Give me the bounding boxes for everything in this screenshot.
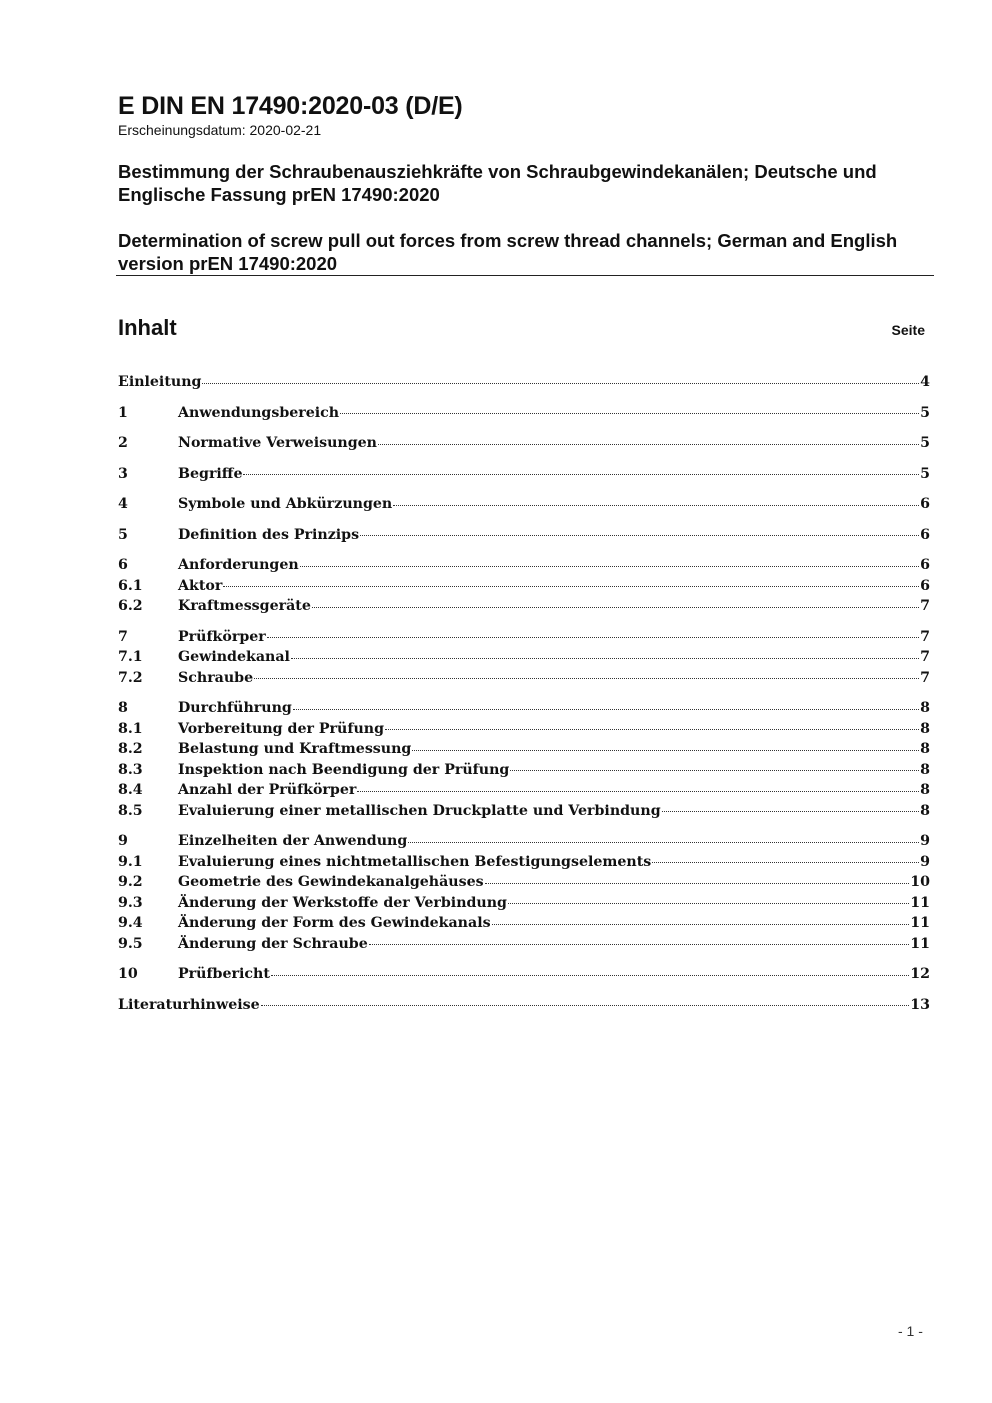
toc-entry-title: Prüfbericht <box>178 966 270 982</box>
toc-entry-title: Anzahl der Prüfkörper <box>178 782 357 798</box>
toc-entry-page: 8 <box>920 700 930 716</box>
toc-entry-number: 1 <box>118 404 128 421</box>
toc-entry-number: 9.2 <box>118 874 143 890</box>
toc-entry-title: Aktor <box>178 577 223 594</box>
toc-leader-dots <box>271 975 909 976</box>
toc-entry-4[interactable] <box>118 494 930 515</box>
toc-entry-number: 9.1 <box>118 853 143 870</box>
toc-leader-dots <box>243 474 919 475</box>
toc-entry-7-1[interactable] <box>118 647 930 668</box>
toc-page-column-label: Seite <box>891 322 925 338</box>
toc-entry-title: Evaluierung eines nichtmetallischen Befestigungselements <box>178 853 652 870</box>
publication-date: Erscheinungsdatum: 2020-02-21 <box>118 122 322 138</box>
toc-entry-title: Begriffe <box>178 465 243 482</box>
toc-entry-number: 4 <box>118 496 128 512</box>
toc-entry-5[interactable] <box>118 525 930 546</box>
toc-entry-10[interactable] <box>118 964 930 985</box>
toc-entry-page: 10 <box>910 874 930 890</box>
toc-entry-9-1[interactable] <box>118 852 930 873</box>
toc-entry-page: 7 <box>920 649 930 665</box>
toc-entry-3[interactable] <box>118 464 930 485</box>
toc-entry-page: 8 <box>920 761 930 778</box>
toc-entry-number: 7.2 <box>118 669 143 686</box>
toc-leader-dots <box>662 811 920 812</box>
toc-leader-dots <box>378 444 919 445</box>
toc-entry-number: 9.5 <box>118 935 143 952</box>
toc-entry-title: Evaluierung einer metallischen Druckplatte und Verbindung <box>178 802 661 819</box>
toc-entry-1[interactable] <box>118 403 930 424</box>
toc-leader-dots <box>510 770 919 771</box>
toc-entry-9-5[interactable] <box>118 934 930 955</box>
toc-entry-6-2[interactable] <box>118 596 930 617</box>
toc-entry-title: Änderung der Werkstoffe der Verbindung <box>178 894 507 911</box>
toc-entry-8-3[interactable] <box>118 760 930 781</box>
toc-entry-number: 10 <box>118 966 138 982</box>
toc-leader-dots <box>485 883 910 884</box>
toc-leader-dots <box>267 637 919 638</box>
toc-entry-number: 8 <box>118 700 128 716</box>
toc-entry-title: Normative Verweisungen <box>178 435 377 451</box>
toc-entry-page: 5 <box>920 435 930 451</box>
toc-entry-page: 13 <box>910 996 930 1013</box>
toc-entry-title: Literaturhinweise <box>118 996 260 1013</box>
toc-leader-dots <box>369 944 910 945</box>
document-title: E DIN EN 17490:2020-03 (D/E) <box>118 92 463 120</box>
toc-entry-page: 5 <box>920 465 930 482</box>
toc-entry-title: Inspektion nach Beendigung der Prüfung <box>178 761 510 778</box>
toc-entry-8-4[interactable] <box>118 780 930 801</box>
toc-entry-title: Gewindekanal <box>178 649 290 665</box>
page-number: - 1 - <box>898 1323 923 1339</box>
toc-leader-dots <box>393 505 919 506</box>
toc-entry-9-3[interactable] <box>118 893 930 914</box>
toc-entry-number: 7.1 <box>118 649 143 665</box>
toc-entry-title: Symbole und Abkürzungen <box>178 496 393 512</box>
toc-entry-title: Anwendungsbereich <box>178 404 340 421</box>
toc-entry-page: 6 <box>920 577 930 594</box>
toc-leader-dots <box>293 709 919 710</box>
toc-entry-number: 7 <box>118 628 128 645</box>
toc-entry-title: Anforderungen <box>178 557 299 573</box>
toc-entry-8-5[interactable] <box>118 801 930 822</box>
toc-entry-page: 6 <box>920 557 930 573</box>
toc-entry-page: 8 <box>920 802 930 819</box>
toc-leader-dots <box>261 1005 910 1006</box>
toc-entry-page: 7 <box>920 628 930 645</box>
toc-entry-page: 12 <box>910 966 930 982</box>
toc-entry-page: 4 <box>920 374 930 390</box>
toc-entry-number: 6.2 <box>118 598 143 614</box>
toc-entry-number: 8.4 <box>118 782 143 798</box>
toc-entry-title: Kraftmessgeräte <box>178 598 311 614</box>
toc-leader-dots <box>357 791 919 792</box>
toc-entry-page: 8 <box>920 720 930 737</box>
toc-entry-6[interactable] <box>118 555 930 576</box>
toc-leader-dots <box>412 750 919 751</box>
toc-entry-page: 11 <box>910 915 930 931</box>
toc-entry-8-1[interactable] <box>118 719 930 740</box>
toc-leader-dots <box>254 678 919 679</box>
header-divider <box>116 275 934 276</box>
toc-entry-einleitung[interactable] <box>118 372 930 393</box>
toc-entry-page: 7 <box>920 669 930 686</box>
toc-entry-number: 8.2 <box>118 741 143 757</box>
toc-entry-literaturhinweise[interactable] <box>118 995 930 1016</box>
toc-entry-number: 8.5 <box>118 802 143 819</box>
toc-entry-number: 6 <box>118 557 128 573</box>
toc-entry-number: 5 <box>118 526 128 543</box>
toc-entry-page: 7 <box>920 598 930 614</box>
toc-entry-7[interactable] <box>118 627 930 648</box>
toc-entry-title: Einzelheiten der Anwendung <box>178 833 408 849</box>
toc-leader-dots <box>508 903 909 904</box>
toc-heading: Inhalt <box>118 315 177 340</box>
title-english: Determination of screw pull out forces from screw thread channels; German and English version prEN 17490:2020 <box>118 230 898 274</box>
toc-entry-page: 11 <box>910 935 930 952</box>
toc-leader-dots <box>652 862 919 863</box>
toc-entry-page: 6 <box>920 496 930 512</box>
toc-entry-8[interactable] <box>118 698 930 719</box>
toc-entry-title: Durchführung <box>178 700 292 716</box>
toc-entry-title: Änderung der Form des Gewindekanals <box>178 915 491 931</box>
toc-entry-page: 9 <box>920 853 930 870</box>
toc-leader-dots <box>312 607 919 608</box>
toc-entry-number: 9.4 <box>118 915 143 931</box>
toc-entry-title: Schraube <box>178 669 254 686</box>
toc-leader-dots <box>408 842 919 843</box>
toc-leader-dots <box>300 566 919 567</box>
toc-entry-9-2[interactable] <box>118 872 930 893</box>
toc-entry-number: 6.1 <box>118 577 143 594</box>
toc-entry-6-1[interactable] <box>118 576 930 597</box>
toc-leader-dots <box>223 586 919 587</box>
toc-entry-title: Belastung und Kraftmessung <box>178 741 412 757</box>
toc-leader-dots <box>340 413 919 414</box>
toc-leader-dots <box>202 383 919 384</box>
toc-entry-number: 2 <box>118 435 128 451</box>
toc-entry-number: 8.3 <box>118 761 143 778</box>
toc-entry-9-4[interactable] <box>118 913 930 934</box>
toc-entry-number: 8.1 <box>118 720 143 737</box>
toc-entry-title: Geometrie des Gewindekanalgehäuses <box>178 874 484 890</box>
toc-entry-title: Vorbereitung der Prüfung <box>178 720 384 737</box>
toc-entry-page: 8 <box>920 741 930 757</box>
toc-entry-title: Prüfkörper <box>178 628 266 645</box>
toc-leader-dots <box>291 658 919 659</box>
title-german: Bestimmung der Schraubenausziehkräfte von Schraubgewindekanälen; Deutsche und Englische Fassung prEN 17490:2020 <box>118 161 877 205</box>
toc-leader-dots <box>385 729 919 730</box>
table-of-contents <box>118 372 930 1015</box>
toc-entry-7-2[interactable] <box>118 668 930 689</box>
toc-entry-page: 8 <box>920 782 930 798</box>
toc-leader-dots <box>360 535 919 536</box>
toc-entry-number: 3 <box>118 465 128 482</box>
toc-entry-9[interactable] <box>118 831 930 852</box>
toc-entry-page: 11 <box>910 894 930 911</box>
toc-entry-title: Definition des Prinzips <box>178 526 360 543</box>
toc-leader-dots <box>492 924 910 925</box>
toc-entry-title: Einleitung <box>118 374 202 390</box>
toc-entry-number: 9.3 <box>118 894 143 911</box>
toc-entry-page: 5 <box>920 404 930 421</box>
toc-entry-page: 9 <box>920 833 930 849</box>
toc-entry-number: 9 <box>118 833 128 849</box>
toc-entry-title: Änderung der Schraube <box>178 935 368 952</box>
toc-entry-page: 6 <box>920 526 930 543</box>
toc-entry-8-2[interactable] <box>118 739 930 760</box>
toc-entry-2[interactable] <box>118 433 930 454</box>
